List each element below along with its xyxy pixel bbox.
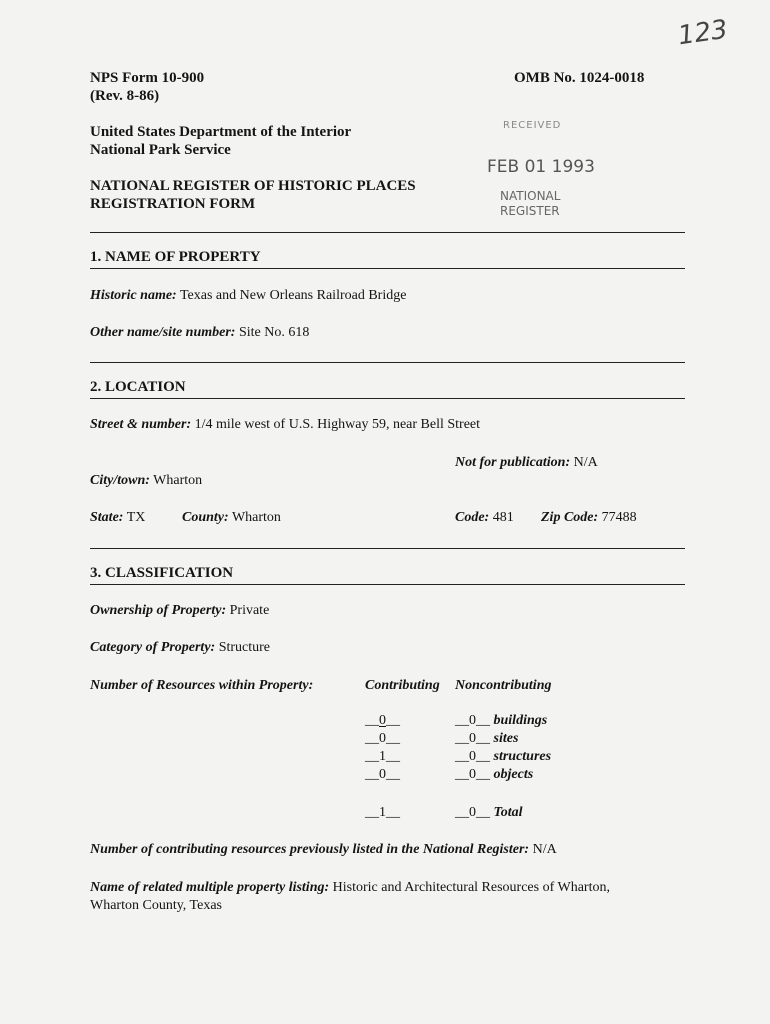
noncontributing-count: 0: [469, 767, 476, 782]
divider: [90, 398, 685, 399]
state-label: State:: [90, 510, 124, 525]
category-field: [90, 640, 270, 656]
historic-name-field: [90, 288, 406, 304]
divider: [90, 362, 685, 363]
contributing-count: 1: [379, 749, 386, 764]
street-value: 1/4 mile west of U.S. Highway 59, near Bell Street: [194, 417, 481, 432]
state-field: [90, 510, 145, 526]
resource-type: structures: [493, 749, 552, 764]
not-for-publication-field: [455, 455, 598, 471]
other-name-field: [90, 325, 309, 341]
section2-heading: 2. LOCATION: [90, 379, 186, 395]
code-field: [455, 510, 514, 526]
not-for-publication-label: Not for publication:: [455, 455, 571, 470]
related-listing-value-line2: Wharton County, Texas: [90, 898, 222, 913]
form-id: NPS Form 10-900: [90, 70, 205, 86]
previously-listed-value: N/A: [532, 842, 557, 857]
street-label: Street & number:: [90, 417, 192, 432]
stamp-date: FEB 01 1993: [487, 157, 595, 177]
noncontributing-total: 0: [469, 805, 476, 820]
previously-listed-label: Number of contributing resources previously listed in the National Register:: [90, 842, 530, 857]
other-name-value: Site No. 618: [238, 325, 310, 340]
previously-listed-field: [90, 842, 557, 858]
service-name: National Park Service: [90, 142, 231, 158]
noncontributing-count: 0: [469, 749, 476, 764]
resource-type: sites: [493, 731, 519, 746]
street-field: [90, 417, 480, 433]
zip-field: [541, 510, 637, 526]
registration-form-page: 123 NPS Form 10-900 (Rev. 8-86) OMB No. 1024-0018 United States Department of the Interior National Park Service NATIONAL REGISTER OF HISTORIC PLACES REGISTRATION FORM RECEIVED FEB 01 1993 NATIONAL REGISTER 1. NAME OF PROPERTY Historic name: Texas and New Orleans Railroad Bridge Other name/site number: Site No. 618 2. LOCATION Street & number: 1/4 mile west of U.S. Highway 59, near Bell Street Not for publication: N/A City/town: Wharton State: TX County: Wharton Code: 481 Zip Code: 77488 3. CLASSIFICATION Ownership of Property: Private Category of Property: Structure Number of Resources within Property: Contributing Noncontributing __0__ __0__ buildings __0__ __0__ sites __1__ __0__ structures __0__ __0__ objects __1__ __0__ Total Number of contributing resources previously listed in the National Register: N/A Name of related multiple property listing: Historic and Architectural Resources of Wharton, Wharton County, Texas: [90, 14, 730, 913]
section3-heading: 3. CLASSIFICATION: [90, 565, 234, 581]
related-listing-label: Name of related multiple property listing:: [90, 880, 330, 895]
divider: [90, 548, 685, 549]
ownership-field: [90, 603, 269, 619]
divider: [90, 232, 685, 233]
divider: [90, 268, 685, 269]
section1-heading: 1. NAME OF PROPERTY: [90, 249, 261, 265]
city-value: Wharton: [153, 473, 203, 488]
zip-value: 77488: [601, 510, 637, 525]
city-field: [90, 473, 202, 489]
contributing-total: 1: [379, 805, 386, 820]
form-revision: (Rev. 8-86): [90, 88, 160, 104]
ownership-value: Private: [229, 603, 270, 618]
form-title-line2: REGISTRATION FORM: [90, 196, 256, 212]
stamp-register: REGISTER: [500, 204, 560, 218]
county-field: [182, 510, 281, 526]
category-value: Structure: [218, 640, 271, 655]
stamp-national: NATIONAL: [500, 189, 561, 203]
code-value: 481: [492, 510, 514, 525]
resources-label: Number of Resources within Property:: [90, 678, 314, 693]
noncontributing-count: 0: [469, 731, 476, 746]
category-label: Category of Property:: [90, 640, 216, 655]
not-for-publication-value: N/A: [573, 455, 598, 470]
state-value: TX: [126, 510, 146, 525]
noncontributing-count: 0: [469, 713, 476, 728]
column-contributing: Contributing: [365, 678, 440, 693]
historic-name-value: Texas and New Orleans Railroad Bridge: [179, 288, 407, 303]
stamp-received: RECEIVED: [503, 120, 562, 131]
form-title-line1: NATIONAL REGISTER OF HISTORIC PLACES: [90, 178, 416, 194]
ownership-label: Ownership of Property:: [90, 603, 227, 618]
column-noncontributing: Noncontributing: [455, 678, 552, 693]
department-name: United States Department of the Interior: [90, 124, 352, 140]
contributing-count: 0: [379, 767, 386, 782]
resource-type: buildings: [493, 713, 548, 728]
omb-number: OMB No. 1024-0018: [514, 70, 645, 86]
contributing-count: 0: [379, 731, 386, 746]
other-name-label: Other name/site number:: [90, 325, 236, 340]
zip-label: Zip Code:: [541, 510, 599, 525]
county-label: County:: [182, 510, 229, 525]
divider: [90, 584, 685, 585]
contributing-count: 0: [379, 713, 386, 728]
resource-type: objects: [493, 767, 534, 782]
handwritten-page-number: 123: [676, 14, 730, 52]
county-value: Wharton: [231, 510, 281, 525]
total-label: Total: [493, 805, 523, 820]
related-listing-value-line1: Historic and Architectural Resources of Wharton,: [332, 880, 610, 895]
historic-name-label: Historic name:: [90, 288, 177, 303]
related-listing-field: [90, 880, 610, 896]
code-label: Code:: [455, 510, 490, 525]
city-label: City/town:: [90, 473, 150, 488]
